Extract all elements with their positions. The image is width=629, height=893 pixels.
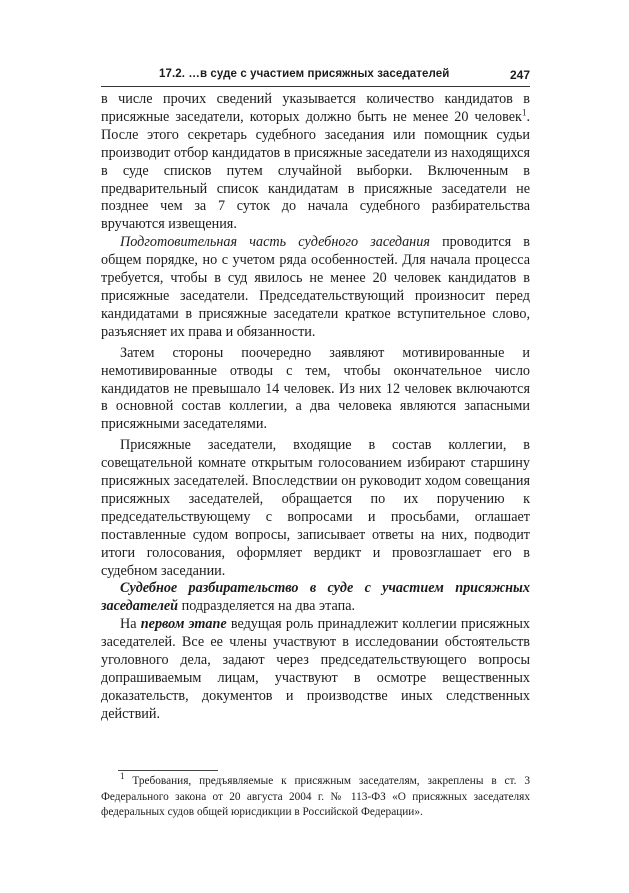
main-text — [101, 91, 530, 724]
paragraph-6-text-a: На — [120, 616, 141, 633]
footnote-mark: 1 — [120, 771, 125, 782]
paragraph-1 — [101, 91, 530, 234]
paragraph-1-text-b: . После этого секретарь судебного заседания или помощник судьи производит отбор кандидатов в присяжные заседатели из находящихся в суде списков путем случайной выборки. Включенным в предварительный список кандидатам в присяжные заседатели не позднее чем за 7 суток до начала судебного разбирательства вручаются извещения. — [101, 108, 530, 233]
footnote — [101, 771, 530, 821]
paragraph-5-bold-italic: Судебное разбирательство в суде с участием присяжных заседателей — [101, 580, 530, 615]
footnote-divider — [118, 770, 218, 771]
paragraph-4: Присяжные заседатели, входящие в состав коллегии, в совещательной комнате открытым голосованием избирают старшину присяжных заседателей. Впоследствии он руководит ходом совещания присяжных заседателей, обращается по их поручению к председательствующему с вопросами и просьбами, оглашает поставленные судом вопросы, записывает ответы на них, подводит итоги голосования, оформляет вердикт и провозглашает его в судебном заседании. — [101, 437, 530, 579]
paragraph-6-text: ведущая роль принадлежит коллегии присяжных заседателей. Все ее члены участвуют в исследовании обстоятельств уголовного дела, задают через председательствующего вопросы допрашиваемым лицам, участвуют в осмотре вещественных доказательств, документов и производстве иных следственных действий. — [101, 616, 530, 722]
footnote-text: Требования, предъявляемые к присяжным заседателям, закреплены в ст. 3 Федерального закона от 20 августа 2004 г. № 113-ФЗ «О присяжных заседателях федеральных судов общей юрисдикции в Российской Федерации». — [101, 775, 530, 819]
paragraph-2 — [101, 234, 530, 341]
paragraph-6-bold-italic: первом этапе — [140, 616, 227, 633]
paragraph-5 — [101, 580, 530, 616]
paragraph-5-text: подразделяется на два этапа. — [178, 598, 356, 615]
footnote-reference: 1 — [521, 107, 527, 118]
paragraph-6 — [101, 616, 530, 723]
chapter-title: 17.2. …в суде с участием присяжных заседателей — [159, 68, 450, 80]
paragraph-3: Затем стороны поочередно заявляют мотивированные и немотивированные отводы с тем, чтобы окончательное число кандидатов не превышало 14 человек. Из них 12 человек включаются в основной состав коллегии, а два человека являются запасными присяжными заседателями. — [101, 344, 530, 433]
page-number: 247 — [509, 68, 530, 82]
paragraph-2-text: проводится в общем порядке, но с учетом ряда особенностей. Для начала процесса требуется, чтобы в суд явилось не менее 20 человек кандидатов в присяжные заседатели. Председательствующий произносит перед кандидатами в присяжные заседатели краткое вступительное слово, разъясняет их права и обязанности. — [101, 234, 530, 340]
paragraph-2-italic: Подготовительная часть судебного заседания — [120, 234, 430, 251]
running-header — [101, 68, 530, 87]
paragraph-1-text-a: в числе прочих сведений указывается количество кандидатов в присяжные заседатели, которых должно быть не менее 20 человек — [101, 91, 530, 125]
footnote-paragraph — [101, 771, 530, 821]
